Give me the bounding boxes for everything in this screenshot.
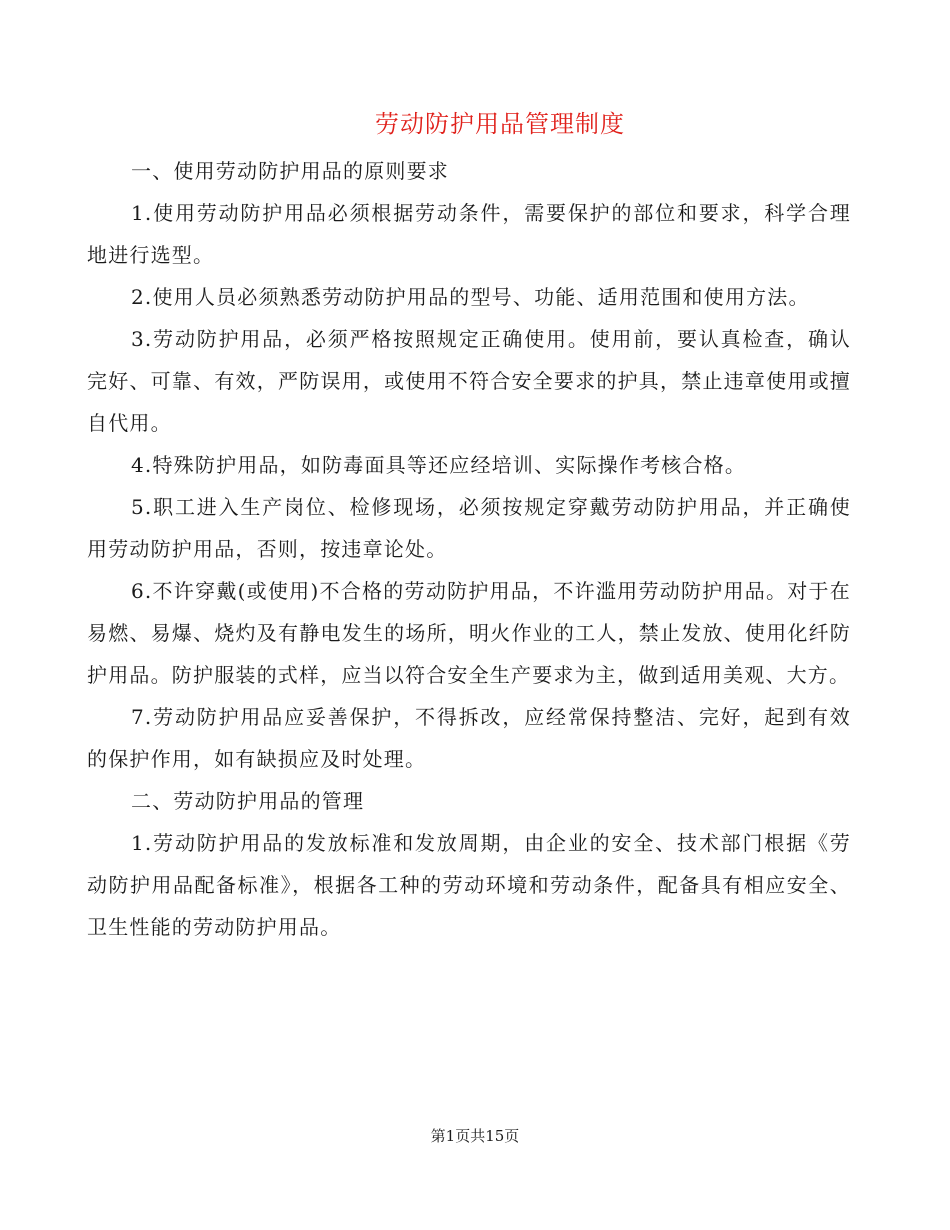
paragraph-1-3: 3.劳动防护用品，必须严格按照规定正确使用。使用前，要认真检查，确认完好、可靠、有效，严防误用，或使用不符合安全要求的护具，禁止违章使用或擅自代用。 bbox=[87, 327, 851, 435]
section-heading-1: 一、使用劳动防护用品的原则要求 bbox=[131, 159, 449, 183]
document-title: 劳动防护用品管理制度 bbox=[375, 110, 625, 138]
paragraph-1-7: 7.劳动防护用品应妥善保护，不得拆改，应经常保持整洁、完好，起到有效的保护作用，如有缺损应及时处理。 bbox=[87, 705, 851, 771]
section-heading-2: 二、劳动防护用品的管理 bbox=[131, 789, 365, 813]
paragraph-1-2: 2.使用人员必须熟悉劳动防护用品的型号、功能、适用范围和使用方法。 bbox=[131, 285, 810, 309]
page-number-footer: 第1页共15页 bbox=[430, 1127, 520, 1145]
paragraph-2-1: 1.劳动防护用品的发放标准和发放周期，由企业的安全、技术部门根据《劳动防护用品配备标准》，根据各工种的劳动环境和劳动条件，配备具有相应安全、卫生性能的劳动防护用品。 bbox=[87, 831, 851, 939]
paragraph-1-6: 6.不许穿戴(或使用)不合格的劳动防护用品，不许滥用劳动防护用品。对于在易燃、易爆、烧灼及有静电发生的场所，明火作业的工人，禁止发放、使用化纤防护用品。防护服装的式样，应当以符合安全生产要求为主，做到适用美观、大方。 bbox=[87, 579, 851, 687]
document-body bbox=[87, 150, 851, 948]
paragraph-1-5: 5.职工进入生产岗位、检修现场，必须按规定穿戴劳动防护用品，并正确使用劳动防护用品，否则，按违章论处。 bbox=[87, 495, 851, 561]
paragraph-1-4: 4.特殊防护用品，如防毒面具等还应经培训、实际操作考核合格。 bbox=[131, 453, 747, 477]
paragraph-1-1: 1.使用劳动防护用品必须根据劳动条件，需要保护的部位和要求，科学合理地进行选型。 bbox=[87, 201, 851, 267]
